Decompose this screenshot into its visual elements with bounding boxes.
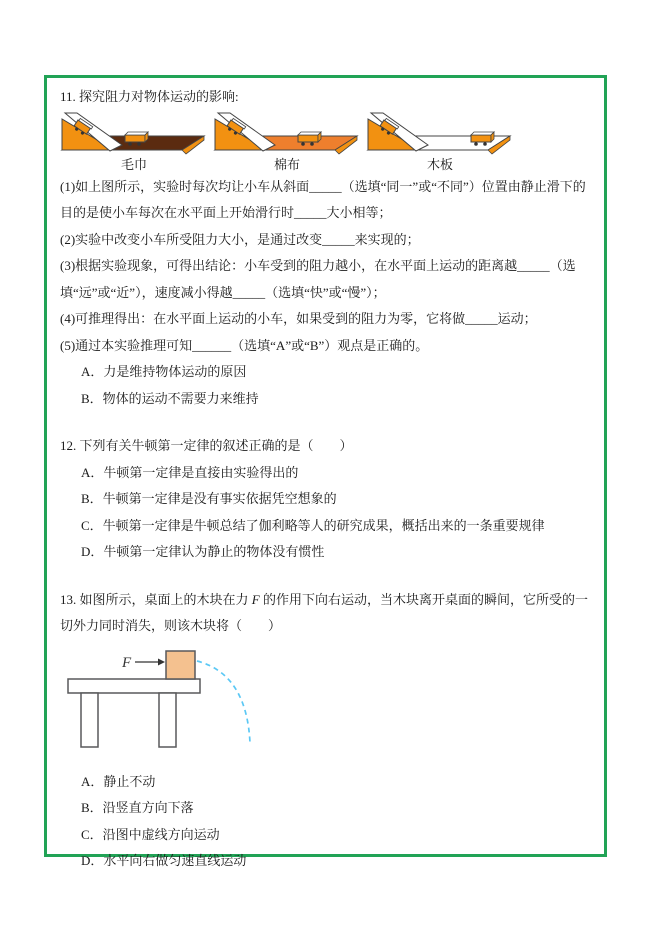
wood-block xyxy=(166,651,195,679)
table-block-drawing xyxy=(62,645,312,761)
table-top xyxy=(68,679,200,693)
q13-force-symbol: F xyxy=(251,591,260,607)
q11-part-4: (4)可推理得出：在水平面上运动的小车，如果受到的阻力为零，它将做_____运动； xyxy=(60,311,537,326)
q11-title: 11. 探究阻力对物体运动的影响: xyxy=(60,89,239,104)
q13-option-d: D．水平向右做匀速直线运动 xyxy=(81,853,247,868)
q12-option-a: A．牛顿第一定律是直接由实验得出的 xyxy=(81,464,299,480)
incline-figure-wood-drawing xyxy=(366,113,514,157)
q11-option-a: A．力是维持物体运动的原因 xyxy=(81,364,247,379)
q11-part-3: (3)根据实验现象，可得出结论：小车受到的阻力越小，在水平面上运动的距离越_____（选填“远”或“近”），速度减小得越_____（选填“快”或“慢”）； xyxy=(60,258,576,300)
incline-figure-cotton xyxy=(213,113,361,173)
incline-figure-cotton-drawing xyxy=(213,113,361,157)
trajectory-dashed-curve xyxy=(197,661,250,743)
table-leg-left xyxy=(81,693,98,747)
q11-figure-row xyxy=(60,113,593,173)
q13-title-prefix: 13. 如图所示，桌面上的木块在力 xyxy=(60,591,252,607)
q13-option-b: B．沿竖直方向下落 xyxy=(81,800,194,815)
q13-option-a: A．静止不动 xyxy=(81,773,156,789)
q11-part-1: (1)如上图所示，实验时每次均让小车从斜面_____（选填“同一”或“不同”）位置由静止滑下的目的是使小车每次在水平面上开始滑行时_____大小相等； xyxy=(60,178,586,220)
q12-title: 12. 下列有关牛顿第一定律的叙述正确的是（ ） xyxy=(60,438,353,453)
q13-diagram xyxy=(62,645,593,766)
q11-part-5: (5)通过本实验推理可知______（选填“A”或“B”）观点是正确的。 xyxy=(60,337,429,353)
force-arrow-head xyxy=(158,658,165,665)
worksheet-border-box xyxy=(44,75,607,868)
q11-option-b: B．物体的运动不需要力来维持 xyxy=(81,390,259,406)
force-label: F xyxy=(122,654,132,671)
figure-label-cotton: 棉布 xyxy=(273,156,300,172)
figure-label-wood: 木板 xyxy=(426,156,453,172)
q13-option-c: C．沿图中虚线方向运动 xyxy=(81,826,220,842)
q11-part-2: (2)实验中改变小车所受阻力大小，是通过改变_____来实现的； xyxy=(60,231,420,247)
table-leg-right xyxy=(159,693,176,747)
q12-option-b: B．牛顿第一定律是没有事实依据凭空想象的 xyxy=(81,491,337,506)
incline-figure-wood xyxy=(366,113,514,173)
incline-figure-towel xyxy=(60,113,208,173)
figure-label-towel: 毛巾 xyxy=(120,156,147,172)
q12-option-d: D．牛顿第一定律认为静止的物体没有惯性 xyxy=(81,544,325,559)
q13-title xyxy=(60,587,593,640)
incline-figure-towel-drawing xyxy=(60,113,208,157)
q12-option-c: C．牛顿第一定律是牛顿总结了伽利略等人的研究成果，概括出来的一条重要规律 xyxy=(81,517,545,533)
q13-title-suffix: 的作用下向右运动，当木块离开桌面的瞬间，它所受的一切外力同时消失，则该木块将（ ） xyxy=(60,591,588,633)
